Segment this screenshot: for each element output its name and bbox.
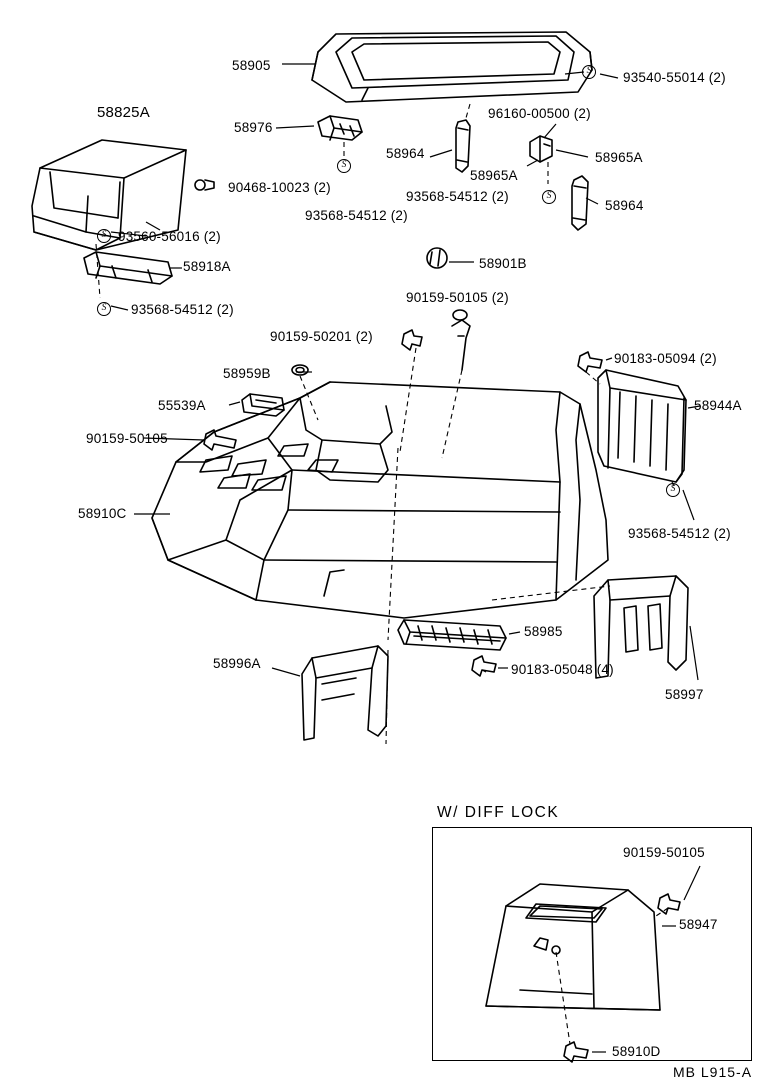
part-label-58825A: 58825A (97, 104, 150, 121)
diff-lock-title: W/ DIFF LOCK (437, 804, 560, 821)
part-label-58997: 58997 (665, 687, 704, 702)
part-label-58985: 58985 (524, 624, 563, 639)
part-label-58944A: 58944A (694, 398, 742, 413)
part-label-58947: 58947 (679, 917, 718, 932)
part-label-58910D: 58910D (612, 1044, 661, 1059)
part-label-93568-54512-a: 93568-54512 (2) (406, 189, 509, 204)
screw-symbol: S (582, 65, 596, 79)
part-label-58918A: 58918A (183, 259, 231, 274)
diff-lock-inset-frame (432, 827, 752, 1061)
part-label-58965A-left: 58965A (470, 168, 518, 183)
part-label-58905: 58905 (232, 58, 271, 73)
part-label-90183-05094: 90183-05094 (2) (614, 351, 717, 366)
part-label-58901B: 58901B (479, 256, 527, 271)
part-label-58996A: 58996A (213, 656, 261, 671)
part-label-93568-54512-c: 93568-54512 (2) (131, 302, 234, 317)
part-label-90159-50105-a: 90159-50105 (86, 431, 168, 446)
part-label-58976: 58976 (234, 120, 273, 135)
screw-symbol: S (97, 302, 111, 316)
part-label-58964-right: 58964 (605, 198, 644, 213)
screw-symbol: S (337, 159, 351, 173)
part-label-96160-00500: 96160-00500 (2) (488, 106, 591, 121)
diagram-footer-code: MB L915-A (673, 1064, 753, 1080)
part-label-90159-50105-2: 90159-50105 (2) (406, 290, 509, 305)
part-label-90468-10023: 90468-10023 (2) (228, 180, 331, 195)
part-label-93560-56016: 93560-56016 (2) (118, 229, 221, 244)
part-label-90183-05048: 90183-05048 (4) (511, 662, 614, 677)
part-label-58964-left: 58964 (386, 146, 425, 161)
part-label-93540-55014: 93540-55014 (2) (623, 70, 726, 85)
part-label-93568-54512-b: 93568-54512 (2) (305, 208, 408, 223)
part-label-90159-50201: 90159-50201 (2) (270, 329, 373, 344)
part-label-58959B: 58959B (223, 366, 271, 381)
part-label-58910C: 58910C (78, 506, 127, 521)
screw-symbol: S (97, 229, 111, 243)
screw-symbol: S (666, 483, 680, 497)
part-label-58965A-right: 58965A (595, 150, 643, 165)
part-label-90159-50105-b: 90159-50105 (623, 845, 705, 860)
part-label-55539A: 55539A (158, 398, 206, 413)
screw-symbol: S (542, 190, 556, 204)
part-label-93568-54512-d: 93568-54512 (2) (628, 526, 731, 541)
